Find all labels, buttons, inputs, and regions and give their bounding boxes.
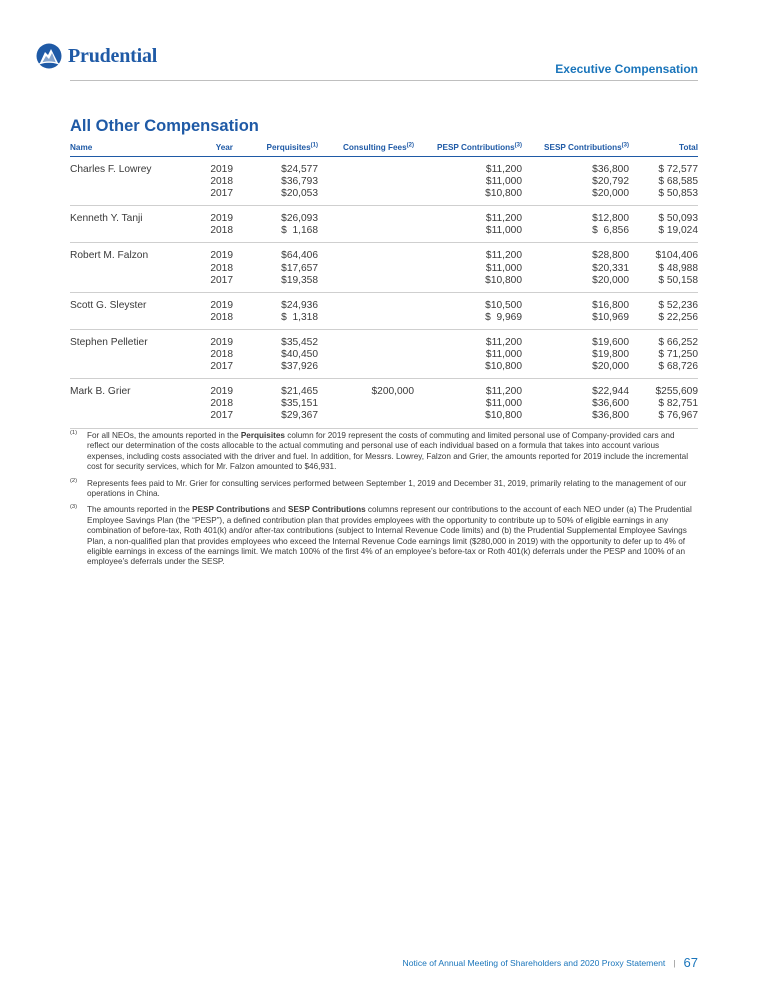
cell-name: [70, 398, 195, 410]
cell-total: [629, 410, 698, 428]
cell-perquisites-value: $26,093: [281, 213, 318, 225]
cell-pesp-value: $11,000: [485, 349, 522, 361]
cell-pesp-value: $11,000: [485, 225, 522, 237]
cell-perquisites-value: $64,406: [281, 250, 318, 262]
cell-perquisites: [233, 410, 318, 428]
cell-year: 2019: [210, 299, 233, 311]
cell-total-value: $ 76,967: [658, 410, 698, 422]
cell-perquisites: [233, 157, 318, 177]
cell-pesp: [414, 263, 522, 275]
cell-perquisites-value: $17,657: [281, 262, 318, 274]
page-footer: [403, 955, 698, 970]
table-row: [70, 398, 698, 410]
footnote-text: columns represent our contributions to the account of each NEO under (a) The Prudential Employee Savings Plan (the “PESP”), a defined contribution plan that provides employees with the opportunity to contribute up to 50% of eligible earnings in any combination of before-tax, Roth 401(k) and/or after-tax contributions (subject to Internal Revenue Code limits) and (b) the Prudential Supplemental Employee Savings Plan, a non-qualified plan that provides employees who exceed the Internal Revenue Code earnings limit ($280,000 in 2019) with the opportunity to defer up to 4% of eligible earnings in excess of the earnings limit. We match 100% of the first 4% of an employee’s before-tax or Roth 401(k) deferrals under the PESP and 100% of an employee’s deferrals under the SESP.: [87, 505, 692, 567]
cell-sesp-value: $28,800: [592, 250, 629, 262]
footnote: [70, 479, 698, 500]
cell-perquisites-value: $24,936: [281, 299, 318, 311]
table-row: [70, 157, 698, 177]
cell-sesp-value: $36,800: [592, 164, 629, 175]
cell-perquisites: [233, 312, 318, 330]
cell-pesp-value: $10,800: [485, 274, 522, 286]
cell-perquisites: [233, 379, 318, 399]
cell-year: 2018: [210, 262, 233, 274]
compensation-table: [70, 143, 698, 429]
cell-perquisites: [233, 398, 318, 410]
col-header-name: Name: [70, 143, 195, 157]
cell-pesp-value: $10,500: [485, 299, 522, 311]
cell-total-value: $ 71,250: [658, 349, 698, 361]
cell-total-value: $ 72,577: [658, 164, 698, 175]
cell-sesp: [522, 188, 629, 206]
footnote-marker: (1): [70, 430, 78, 436]
cell-perquisites-value: $19,358: [281, 274, 318, 286]
cell-sesp-value: $20,000: [592, 188, 629, 200]
cell-sesp: [522, 398, 629, 410]
cell-sesp-value: $20,000: [592, 274, 629, 286]
cell-perquisites-value: $24,577: [281, 164, 318, 175]
cell-name: Robert M. Falzon: [70, 250, 149, 262]
cell-perquisites-value: $36,793: [281, 176, 318, 188]
cell-year: 2018: [210, 398, 233, 410]
cell-total: [629, 225, 698, 243]
cell-sesp-value: $19,800: [592, 349, 629, 361]
cell-total-value: $255,609: [655, 386, 698, 398]
cell-perquisites: [233, 361, 318, 379]
table-row: [70, 263, 698, 275]
cell-name: Charles F. Lowrey: [70, 164, 152, 175]
cell-sesp: [522, 275, 629, 293]
cell-consulting-fees: [318, 312, 414, 330]
cell-consulting-fees: [318, 379, 414, 399]
cell-pesp-value: $11,000: [485, 262, 522, 274]
cell-perquisites-value: $ 1,168: [281, 225, 318, 237]
cell-name: [70, 188, 195, 206]
cell-consulting-fees: [318, 349, 414, 361]
cell-consulting-fees: [318, 398, 414, 410]
cell-year: 2017: [195, 188, 233, 206]
cell-perquisites-value: $21,465: [281, 386, 318, 398]
cell-total-value: $ 66,252: [658, 336, 698, 348]
cell-pesp: [414, 329, 522, 349]
cell-consulting-fees: [318, 410, 414, 428]
cell-pesp: [414, 188, 522, 206]
table-row: [70, 275, 698, 293]
cell-year: 2019: [210, 386, 233, 398]
cell-sesp-value: $16,800: [592, 299, 629, 311]
cell-consulting-fees: [318, 188, 414, 206]
cell-consulting-fees: [318, 361, 414, 379]
cell-total: [629, 312, 698, 330]
cell-total: [629, 206, 698, 226]
cell-pesp: [414, 275, 522, 293]
cell-name: [70, 176, 195, 188]
table-row: [70, 410, 698, 428]
table-body: [70, 157, 698, 429]
footnotes: [70, 431, 698, 574]
page-title: All Other Compensation: [70, 117, 259, 135]
cell-year: 2019: [210, 213, 233, 225]
table-row: [70, 361, 698, 379]
rock-icon: [36, 43, 62, 69]
footnote: [70, 431, 698, 473]
cell-total: [629, 379, 698, 399]
brand-logo: [36, 43, 157, 69]
footnote-text: and: [269, 505, 288, 515]
cell-name: Scott G. Sleyster: [70, 299, 147, 311]
cell-year: 2019: [210, 336, 233, 348]
cell-sesp: [522, 410, 629, 428]
footnote-text: column for 2019 represent the costs of commuting and limited personal use of Company-provided cars and reflect our determination of the costs allocable to the actual commuting and personal use of each individual based on a formula that takes into account various expenses, including costs associated with the driver and fuel. In addition, for Messrs. Lowrey, Falzon and Grier, the amounts reported for 2019 include the incremental cost for security services, which for Mr. Falzon amounted to $46,931.: [87, 431, 689, 472]
header-divider: [70, 80, 698, 81]
cell-pesp: [414, 225, 522, 243]
cell-consulting-fees: [318, 263, 414, 275]
cell-sesp-value: $19,600: [592, 336, 629, 348]
cell-name: [70, 410, 195, 428]
cell-pesp: [414, 243, 522, 263]
cell-year: 2018: [210, 349, 233, 361]
cell-sesp: [522, 292, 629, 312]
cell-total-value: $ 48,988: [658, 262, 698, 274]
cell-total-value: $ 68,585: [658, 176, 698, 188]
cell-perquisites: [233, 329, 318, 349]
cell-sesp-value: $36,800: [592, 410, 629, 422]
cell-pesp-value: $11,200: [485, 386, 522, 398]
cell-name: Mark B. Grier: [70, 386, 131, 398]
cell-pesp-value: $10,800: [485, 410, 522, 422]
footnote-term: PESP Contributions: [192, 505, 270, 515]
cell-consulting-fees: [318, 206, 414, 226]
footer-text: Notice of Annual Meeting of Shareholders and 2020 Proxy Statement: [402, 957, 666, 968]
cell-sesp: [522, 243, 629, 263]
cell-perquisites-value: $ 1,318: [281, 311, 318, 323]
cell-name: [70, 349, 195, 361]
footer-separator: |: [673, 957, 676, 968]
cell-total-value: $ 19,024: [658, 225, 698, 237]
cell-year: 2017: [195, 275, 233, 293]
col-header-total: Total: [629, 143, 698, 157]
cell-perquisites-value: $40,450: [281, 349, 318, 361]
cell-pesp-value: $11,200: [485, 164, 522, 175]
cell-year: 2019: [210, 250, 233, 262]
table-row: [70, 225, 698, 243]
page-number: 67: [683, 955, 698, 970]
cell-perquisites: [233, 188, 318, 206]
cell-name: [70, 275, 195, 293]
cell-name: [70, 312, 195, 330]
col-header-consulting: Consulting Fees$^{(2)}$: [318, 143, 414, 157]
cell-perquisites: [233, 206, 318, 226]
cell-total: [629, 243, 698, 263]
cell-total: [629, 275, 698, 293]
cell-pesp: [414, 398, 522, 410]
cell-consulting-fees: [318, 292, 414, 312]
cell-year: 2017: [195, 361, 233, 379]
cell-sesp: [522, 349, 629, 361]
cell-total: [629, 176, 698, 188]
cell-name: Stephen Pelletier: [70, 336, 148, 348]
footnote-text: Represents fees paid to Mr. Grier for consulting services performed between September 1, 2019 and December 31, 2019, primarily relating to the management of our operations in China.: [87, 478, 687, 499]
cell-sesp-value: $20,331: [592, 262, 629, 274]
cell-total-value: $ 22,256: [658, 311, 698, 323]
cell-pesp-value: $11,000: [485, 398, 522, 410]
cell-pesp-value: $11,000: [485, 176, 522, 188]
cell-sesp: [522, 312, 629, 330]
cell-sesp: [522, 329, 629, 349]
cell-perquisites: [233, 176, 318, 188]
cell-pesp-value: $ 9,969: [485, 311, 522, 323]
cell-perquisites: [233, 292, 318, 312]
cell-name: Kenneth Y. Tanji: [70, 213, 143, 225]
cell-pesp: [414, 157, 522, 177]
cell-sesp: [522, 176, 629, 188]
cell-pesp: [414, 206, 522, 226]
table-row: [70, 349, 698, 361]
cell-sesp-value: $10,969: [592, 311, 629, 323]
cell-total: [629, 292, 698, 312]
cell-total-value: $ 50,853: [658, 188, 698, 200]
cell-year: 2019: [210, 164, 233, 175]
section-label: Executive Compensation: [555, 62, 698, 76]
col-header-pesp: PESP Contributions$^{(3)}$: [414, 143, 522, 157]
cell-sesp-value: $20,792: [592, 176, 629, 188]
cell-total-value: $ 68,726: [658, 361, 698, 373]
cell-total-value: $ 50,093: [658, 213, 698, 225]
cell-total: [629, 398, 698, 410]
cell-name: [70, 225, 195, 243]
cell-perquisites: [233, 225, 318, 243]
table-header-row: [70, 143, 698, 157]
cell-perquisites: [233, 243, 318, 263]
table-row: [70, 379, 698, 399]
cell-perquisites: [233, 263, 318, 275]
cell-sesp: [522, 225, 629, 243]
cell-name: [70, 361, 195, 379]
cell-year: 2018: [195, 312, 233, 330]
cell-year: 2017: [195, 410, 233, 428]
cell-sesp-value: $22,944: [592, 386, 629, 398]
cell-sesp: [522, 206, 629, 226]
cell-perquisites: [233, 275, 318, 293]
cell-pesp: [414, 349, 522, 361]
cell-consulting-fees: [318, 275, 414, 293]
cell-pesp-value: $11,200: [485, 250, 522, 262]
cell-pesp: [414, 176, 522, 188]
footnote-term: SESP Contributions: [288, 505, 366, 515]
cell-year: 2018: [195, 225, 233, 243]
footnote: [70, 505, 698, 567]
cell-perquisites: [233, 349, 318, 361]
table-row: [70, 206, 698, 226]
footnote-text: The amounts reported in the: [87, 505, 193, 515]
cell-consulting-fees: [318, 176, 414, 188]
cell-pesp: [414, 361, 522, 379]
col-header-perquisites: Perquisites$^{(1)}$: [233, 143, 318, 157]
cell-perquisites-value: $20,053: [281, 188, 318, 200]
cell-total: [629, 329, 698, 349]
cell-sesp: [522, 157, 629, 177]
cell-year: 2018: [210, 176, 233, 188]
cell-total-value: $ 52,236: [658, 299, 698, 311]
cell-total-value: $104,406: [655, 250, 698, 262]
cell-sesp-value: $ 6,856: [592, 225, 629, 237]
cell-pesp: [414, 410, 522, 428]
table-row: [70, 188, 698, 206]
cell-pesp: [414, 292, 522, 312]
cell-sesp: [522, 361, 629, 379]
table-row: [70, 292, 698, 312]
brand-name: Prudential: [68, 44, 158, 67]
table-row: [70, 312, 698, 330]
cell-pesp-value: $10,800: [485, 361, 522, 373]
table-row: [70, 243, 698, 263]
cell-sesp-value: $12,800: [592, 213, 629, 225]
cell-sesp-value: $20,000: [592, 361, 629, 373]
col-header-year: Year: [195, 143, 233, 157]
table-row: [70, 176, 698, 188]
cell-consulting-fees: [318, 329, 414, 349]
cell-consulting-fees: [318, 157, 414, 177]
cell-total: [629, 349, 698, 361]
footnote-marker: (2): [70, 477, 78, 484]
cell-pesp-value: $10,800: [485, 188, 522, 200]
cell-total-value: $ 50,158: [658, 274, 698, 286]
cell-consulting-fees-value: $200,000: [371, 386, 414, 398]
table-row: [70, 329, 698, 349]
cell-consulting-fees: [318, 243, 414, 263]
cell-sesp-value: $36,600: [592, 398, 629, 410]
cell-perquisites-value: $29,367: [281, 410, 318, 422]
cell-pesp-value: $11,200: [485, 336, 522, 348]
cell-total-value: $ 82,751: [658, 398, 698, 410]
cell-perquisites-value: $37,926: [281, 361, 318, 373]
cell-sesp: [522, 263, 629, 275]
cell-pesp: [414, 312, 522, 330]
cell-total: [629, 263, 698, 275]
col-header-sesp: SESP Contributions$^{(3)}$: [522, 143, 629, 157]
cell-name: [70, 263, 195, 275]
cell-total: [629, 157, 698, 177]
cell-total: [629, 361, 698, 379]
cell-pesp-value: $11,200: [485, 213, 522, 225]
cell-pesp: [414, 379, 522, 399]
cell-perquisites-value: $35,452: [281, 336, 318, 348]
cell-perquisites-value: $35,151: [281, 398, 318, 410]
footnote-text: For all NEOs, the amounts reported in the: [87, 431, 241, 440]
cell-consulting-fees: [318, 225, 414, 243]
cell-total: [629, 188, 698, 206]
footnote-term: Perquisites: [240, 431, 285, 440]
footnote-marker: (3): [70, 504, 78, 511]
cell-sesp: [522, 379, 629, 399]
